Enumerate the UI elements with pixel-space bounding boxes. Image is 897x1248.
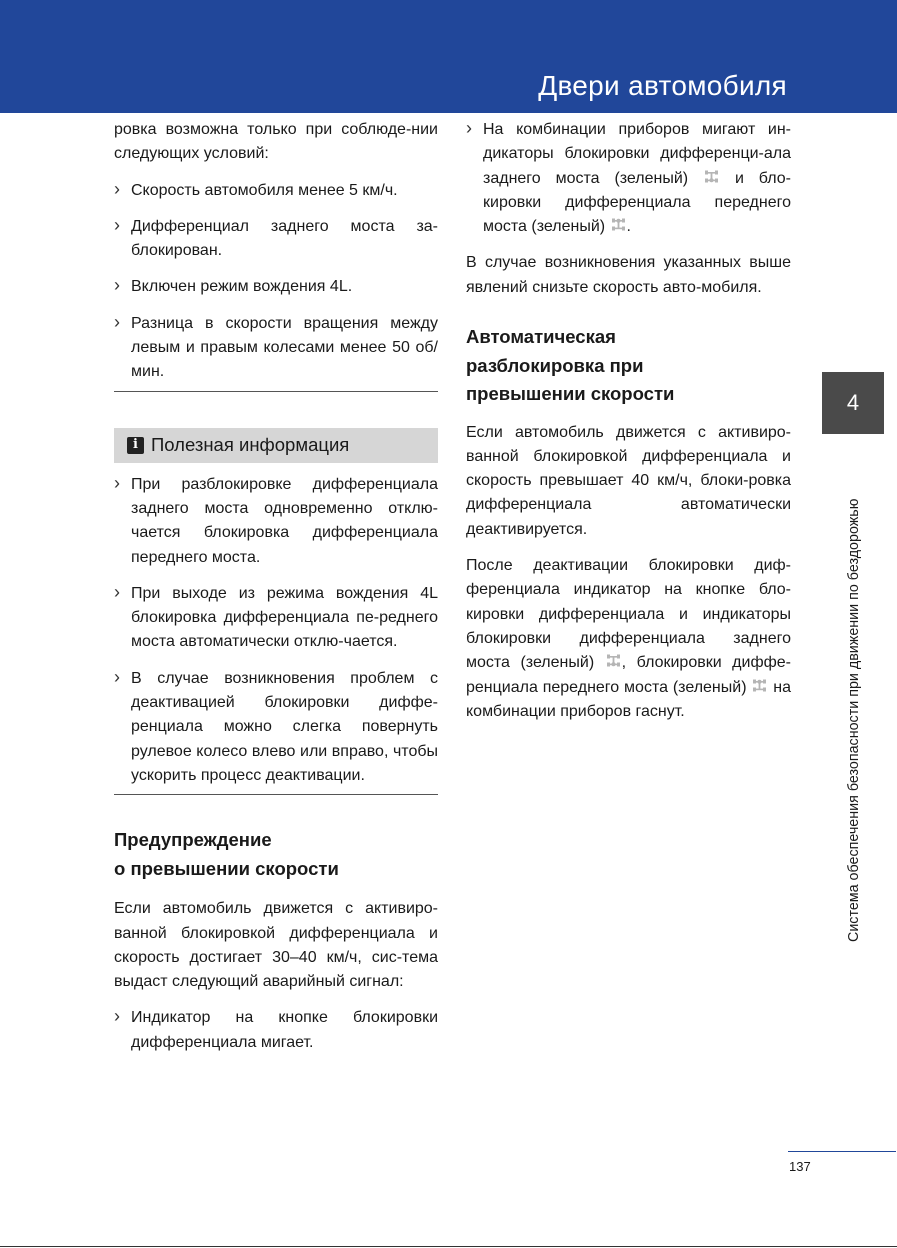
info-title: Полезная информация — [151, 434, 350, 456]
section-heading-auto-unlock — [466, 323, 791, 409]
heading-line: Предупреждение — [114, 829, 272, 851]
info-box-header — [114, 428, 438, 463]
info-icon: i — [127, 437, 144, 454]
info-item: › При выходе из режима вождения 4L блокировка дифференциала пе-реднего моста автоматически отклю-чается. — [114, 582, 438, 655]
condition-item: › Дифференциал заднего моста за-блокирован. — [114, 215, 438, 264]
intro-text: ровка возможна только при соблюде-нии следующих условий: — [114, 121, 438, 163]
text-fragment: , блокировки диффе-ренциала переднего моста (зеленый) — [466, 654, 791, 696]
section-divider — [114, 794, 438, 795]
page-number-rule — [788, 1151, 896, 1152]
text-fragment: На комбинации приборов мигают ин-дикаторы блокировки дифференци-ала заднего моста (зеленый) — [483, 121, 791, 187]
auto-unlock-text: Если автомобиль движется с активиро-ванной блокировкой дифференциала и скорость превышает 40 км/ч, блоки-ровка дифференциала автоматически деактивируется. — [466, 423, 791, 538]
page-bottom-edge — [0, 1246, 897, 1247]
info-item: › В случае возникновения проблем с деактивацией блокировки диффе-ренциала можно слегка повернуть рулевое колесо влево или вправо, чтобы ускорить процесс деактивации. — [114, 667, 438, 788]
indicator-item — [466, 118, 791, 239]
after-deactivation-text — [466, 554, 791, 724]
text-fragment: и бло-кировки дифференциала переднего моста (зеленый) — [483, 169, 791, 236]
header-band — [0, 0, 897, 113]
left-column — [114, 118, 438, 1067]
right-column — [466, 118, 791, 736]
rear-diff-lock-icon — [606, 653, 621, 668]
front-diff-lock-icon — [611, 217, 626, 232]
chapter-tab: 4 — [822, 372, 884, 434]
section-divider — [114, 391, 438, 392]
heading-line: превышении скорости — [466, 383, 675, 405]
info-item: › При разблокировке дифференциала заднего моста одновременно отклю-чается блокировка дифференциала переднего моста. — [114, 473, 438, 570]
front-diff-lock-icon — [752, 678, 767, 693]
condition-item: › Разница в скорости вращения между левым и правым колесами менее 50 об/мин. — [114, 312, 438, 385]
condition-item: › Скорость автомобиля менее 5 км/ч. — [114, 179, 438, 203]
text-fragment: . — [626, 218, 631, 236]
section-heading-overspeed-warning — [114, 826, 438, 883]
text-fragment: После деактивации блокировки диф-ференциала индикатор на кнопке бло-кировки дифференциала и индикаторы блокировки дифференциала заднего моста (зеленый) — [466, 557, 791, 672]
heading-line: Автоматическая — [466, 326, 616, 348]
condition-item: › Включен режим вождения 4L. — [114, 275, 438, 299]
rear-diff-lock-icon — [704, 169, 719, 184]
warning-text: Если автомобиль движется с активиро-ванной блокировкой дифференциала и скорость достигает 30–40 км/ч, сис-тема выдаст следующий аварийный сигнал: — [114, 900, 438, 991]
page-number: 137 — [789, 1159, 811, 1174]
warning-item: › Индикатор на кнопке блокировки дифференциала мигает. — [114, 1006, 438, 1055]
heading-line: разблокировка при — [466, 354, 644, 376]
page-title: Двери автомобиля — [538, 70, 787, 101]
text-fragment: на комбинации приборов гаснут. — [466, 678, 791, 720]
reduce-speed-text: В случае возникновения указанных выше явлений снизьте скорость авто-мобиля. — [466, 254, 791, 296]
heading-line: о превышении скорости — [114, 857, 339, 879]
chapter-section-title: Система обеспечения безопасности при движении по бездорожью — [846, 498, 862, 942]
